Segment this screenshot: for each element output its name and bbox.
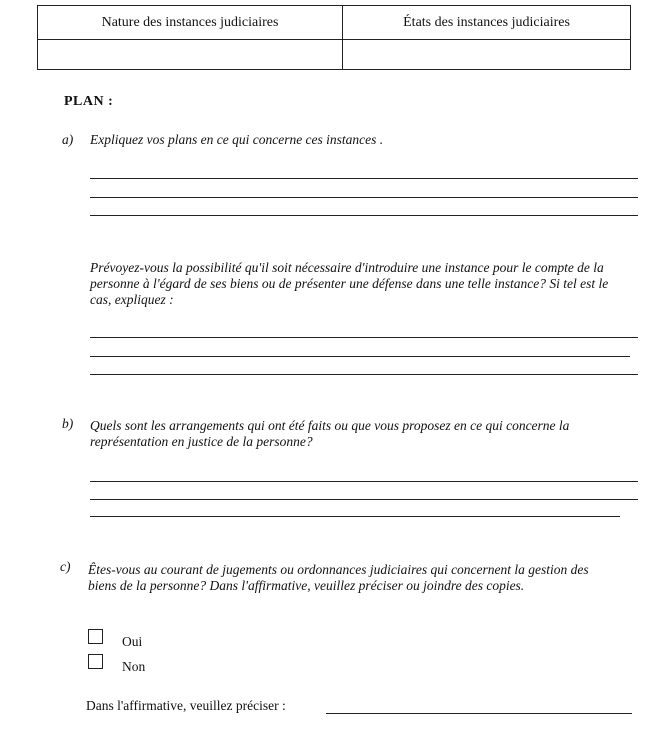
- answer-line-b1[interactable]: [90, 481, 638, 482]
- answer-line-a6[interactable]: [90, 374, 638, 375]
- section-c-letter: c): [60, 559, 71, 574]
- section-b-letter: b): [62, 416, 74, 431]
- section-a-followup: Prévoyez-vous la possibilité qu'il soit nécessaire d'introduire une instance pour le compte de la personne à l'égard de ses biens ou de présenter une défense dans une telle instance? Si tel est le cas, expliquez :: [90, 260, 609, 307]
- option-non-label: Non: [122, 659, 146, 674]
- col2-header: États des instances judiciaires: [343, 6, 631, 40]
- checkbox-oui[interactable]: [88, 629, 103, 644]
- option-oui-label: Oui: [122, 634, 143, 649]
- answer-line-b2[interactable]: [90, 499, 638, 500]
- plan-heading: PLAN :: [64, 94, 114, 109]
- section-a-letter: a): [62, 132, 74, 147]
- answer-line-a4[interactable]: [90, 337, 638, 338]
- specify-label: Dans l'affirmative, veuillez préciser :: [86, 698, 286, 713]
- section-b-question: Quels sont les arrangements qui ont été faits ou que vous proposez en ce qui concerne la représentation en justice de la personne?: [90, 418, 570, 449]
- answer-line-a5[interactable]: [90, 356, 630, 357]
- answer-line-a1[interactable]: [90, 178, 638, 179]
- col1-header: Nature des instances judiciaires: [38, 6, 343, 40]
- answer-line-b3[interactable]: [90, 516, 620, 517]
- col2-value-cell[interactable]: [343, 40, 631, 70]
- answer-line-a3[interactable]: [90, 215, 638, 216]
- answer-line-a2[interactable]: [90, 197, 638, 198]
- checkbox-non[interactable]: [88, 654, 103, 669]
- section-c-question: Êtes-vous au courant de jugements ou ordonnances judiciaires qui concernent la gestion des biens de la personne? Dans l'affirmative, veuillez préciser ou joindre des copies.: [88, 562, 589, 593]
- section-a-question: Expliquez vos plans en ce qui concerne ces instances .: [90, 132, 384, 147]
- col1-value-cell[interactable]: [38, 40, 343, 70]
- specify-answer-line[interactable]: [326, 713, 632, 714]
- instances-table: [37, 5, 631, 70]
